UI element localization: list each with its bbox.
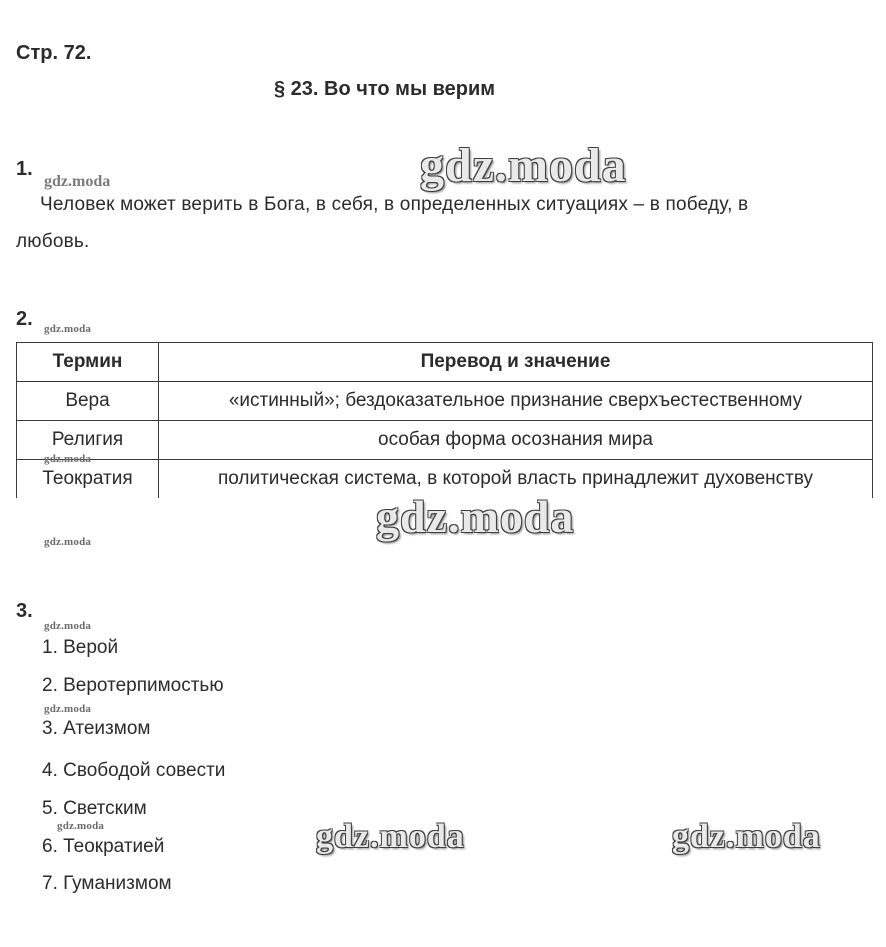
watermark-large: gdz.moda bbox=[316, 818, 465, 855]
answer-item: 1. Верой bbox=[42, 637, 119, 658]
task-2-number: 2. bbox=[16, 308, 33, 330]
answer-item: 2. Веротерпимостью bbox=[42, 675, 224, 696]
page-title: § 23. Во что мы верим bbox=[274, 78, 496, 100]
task-1-answer-line-1: Человек может верить в Бога, в себя, в определенных ситуациях – в победу, в bbox=[40, 194, 749, 215]
table-row bbox=[17, 421, 873, 460]
meaning-cell: политическая система, в которой власть принадлежит духовенству bbox=[159, 460, 873, 499]
column-header-meaning: Перевод и значение bbox=[159, 343, 873, 382]
watermark-small: gdz.moda bbox=[44, 536, 92, 548]
meaning-cell: особая форма осознания мира bbox=[159, 421, 873, 460]
watermark-small: gdz.moda bbox=[44, 620, 92, 632]
watermark-large: gdz.moda bbox=[376, 491, 575, 542]
watermark-small: gdz.moda bbox=[44, 703, 92, 715]
watermark-small: gdz.moda bbox=[44, 323, 92, 335]
watermark-large: gdz.moda bbox=[672, 818, 821, 855]
answer-item: 4. Свободой совести bbox=[42, 760, 226, 781]
task-1-number: 1. bbox=[16, 158, 33, 180]
table-row bbox=[17, 382, 873, 421]
table-header-row bbox=[17, 343, 873, 382]
task-1-answer-line-2: любовь. bbox=[16, 231, 90, 252]
answer-item: 7. Гуманизмом bbox=[42, 873, 172, 894]
column-header-term: Термин bbox=[17, 343, 159, 382]
answer-item: 6. Теократией bbox=[42, 836, 165, 857]
term-cell: Религия bbox=[17, 421, 159, 460]
task-3-number: 3. bbox=[16, 600, 33, 622]
answer-item: 3. Атеизмом bbox=[42, 718, 151, 739]
watermark-small: gdz.moda bbox=[44, 453, 92, 465]
page-number: Стр. 72. bbox=[16, 42, 92, 64]
term-cell: Теократия bbox=[17, 460, 159, 499]
terms-table bbox=[16, 342, 873, 498]
watermark-small: gdz.moda bbox=[57, 820, 105, 832]
watermark-large: gdz.moda bbox=[420, 139, 627, 192]
term-cell: Вера bbox=[17, 382, 159, 421]
answer-item: 5. Светским bbox=[42, 798, 147, 819]
meaning-cell: «истинный»; бездоказательное признание сверхъестественному bbox=[159, 382, 873, 421]
watermark-small: gdz.moda bbox=[44, 173, 111, 190]
